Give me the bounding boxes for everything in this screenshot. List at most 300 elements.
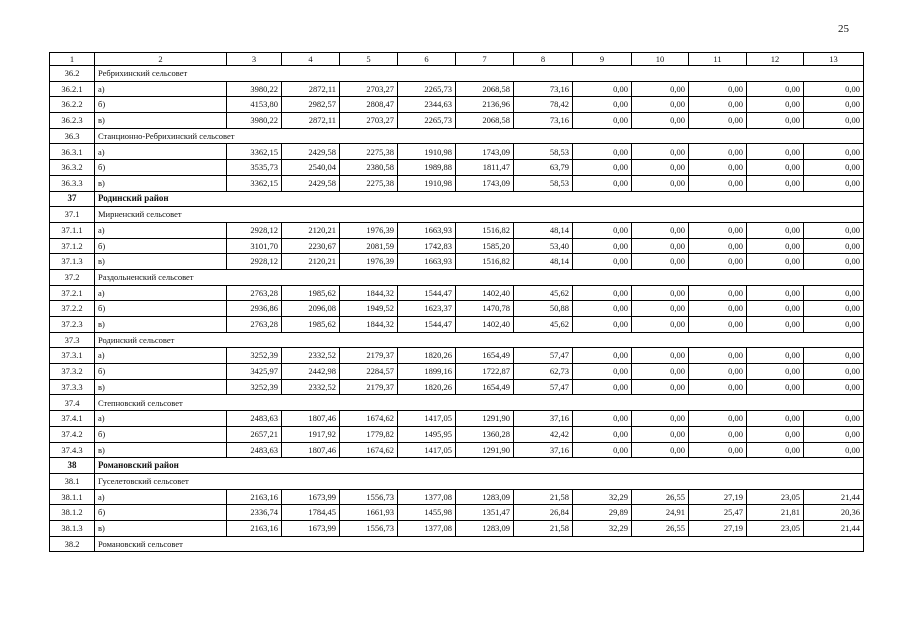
row-code: 37.3 <box>50 332 95 348</box>
value-cell: 2179,37 <box>340 348 398 364</box>
value-cell: 0,00 <box>573 285 632 301</box>
value-cell: 0,00 <box>689 426 747 442</box>
value-cell: 0,00 <box>747 317 804 333</box>
tariff-table <box>49 52 864 552</box>
value-cell: 2429,58 <box>282 175 340 191</box>
value-cell: 1673,99 <box>282 489 340 505</box>
row-code: 36.2.2 <box>50 97 95 113</box>
value-cell: 1807,46 <box>282 411 340 427</box>
row-label: в) <box>95 175 227 191</box>
value-cell: 58,53 <box>514 175 573 191</box>
value-cell: 0,00 <box>747 97 804 113</box>
value-cell: 0,00 <box>632 442 689 458</box>
value-cell: 0,00 <box>573 442 632 458</box>
value-cell: 0,00 <box>804 348 864 364</box>
value-cell: 0,00 <box>689 160 747 176</box>
value-cell: 1623,37 <box>398 301 456 317</box>
value-cell: 1985,62 <box>282 285 340 301</box>
value-cell: 1402,40 <box>456 317 514 333</box>
value-cell: 0,00 <box>573 175 632 191</box>
row-label: в) <box>95 379 227 395</box>
row-code: 36.3.2 <box>50 160 95 176</box>
value-cell: 1663,93 <box>398 254 456 270</box>
value-cell: 1779,82 <box>340 426 398 442</box>
value-cell: 2336,74 <box>227 505 282 521</box>
value-cell: 26,84 <box>514 505 573 521</box>
value-cell: 0,00 <box>689 379 747 395</box>
value-cell: 2703,27 <box>340 81 398 97</box>
value-cell: 2380,58 <box>340 160 398 176</box>
value-cell: 2429,58 <box>282 144 340 160</box>
value-cell: 0,00 <box>689 144 747 160</box>
value-cell: 21,58 <box>514 489 573 505</box>
value-cell: 0,00 <box>632 254 689 270</box>
value-cell: 2332,52 <box>282 379 340 395</box>
value-cell: 1417,05 <box>398 442 456 458</box>
value-cell: 3980,22 <box>227 113 282 129</box>
column-header: 11 <box>689 53 747 66</box>
value-cell: 3425,97 <box>227 364 282 380</box>
value-cell: 1377,08 <box>398 520 456 536</box>
value-cell: 32,29 <box>573 489 632 505</box>
value-cell: 3535,73 <box>227 160 282 176</box>
row-label: б) <box>95 97 227 113</box>
row-code: 36.2.3 <box>50 113 95 129</box>
row-code: 38 <box>50 458 95 474</box>
value-cell: 2284,57 <box>340 364 398 380</box>
value-cell: 1291,90 <box>456 442 514 458</box>
value-cell: 0,00 <box>804 238 864 254</box>
value-cell: 0,00 <box>747 426 804 442</box>
value-cell: 0,00 <box>747 348 804 364</box>
value-cell: 0,00 <box>689 222 747 238</box>
value-cell: 25,47 <box>689 505 747 521</box>
value-cell: 2332,52 <box>282 348 340 364</box>
value-cell: 1351,47 <box>456 505 514 521</box>
value-cell: 0,00 <box>804 81 864 97</box>
value-cell: 0,00 <box>804 379 864 395</box>
column-header: 7 <box>456 53 514 66</box>
value-cell: 3101,70 <box>227 238 282 254</box>
value-cell: 0,00 <box>632 144 689 160</box>
value-cell: 0,00 <box>573 364 632 380</box>
value-cell: 0,00 <box>804 301 864 317</box>
value-cell: 2136,96 <box>456 97 514 113</box>
value-cell: 0,00 <box>632 175 689 191</box>
value-cell: 0,00 <box>632 379 689 395</box>
column-header: 8 <box>514 53 573 66</box>
row-code: 37.1.1 <box>50 222 95 238</box>
row-code: 36.2 <box>50 66 95 82</box>
row-code: 38.2 <box>50 536 95 552</box>
value-cell: 29,89 <box>573 505 632 521</box>
value-cell: 0,00 <box>573 301 632 317</box>
value-cell: 78,42 <box>514 97 573 113</box>
value-cell: 0,00 <box>804 113 864 129</box>
value-cell: 1455,98 <box>398 505 456 521</box>
row-code: 37.4.1 <box>50 411 95 427</box>
value-cell: 0,00 <box>573 238 632 254</box>
row-label: а) <box>95 489 227 505</box>
value-cell: 0,00 <box>689 348 747 364</box>
row-code: 37.3.1 <box>50 348 95 364</box>
value-cell: 1820,26 <box>398 348 456 364</box>
value-cell: 2982,57 <box>282 97 340 113</box>
value-cell: 0,00 <box>632 97 689 113</box>
value-cell: 20,36 <box>804 505 864 521</box>
value-cell: 1917,92 <box>282 426 340 442</box>
value-cell: 37,16 <box>514 442 573 458</box>
value-cell: 1661,93 <box>340 505 398 521</box>
value-cell: 1283,09 <box>456 520 514 536</box>
value-cell: 57,47 <box>514 379 573 395</box>
value-cell: 1360,28 <box>456 426 514 442</box>
row-label: а) <box>95 144 227 160</box>
value-cell: 2120,21 <box>282 222 340 238</box>
row-label: а) <box>95 411 227 427</box>
value-cell: 0,00 <box>747 222 804 238</box>
value-cell: 0,00 <box>804 442 864 458</box>
value-cell: 1291,90 <box>456 411 514 427</box>
row-code: 38.1.1 <box>50 489 95 505</box>
value-cell: 0,00 <box>573 160 632 176</box>
value-cell: 0,00 <box>747 175 804 191</box>
value-cell: 1544,47 <box>398 317 456 333</box>
row-code: 38.1.3 <box>50 520 95 536</box>
value-cell: 0,00 <box>632 113 689 129</box>
value-cell: 0,00 <box>804 144 864 160</box>
value-cell: 21,44 <box>804 489 864 505</box>
row-code: 37.2.3 <box>50 317 95 333</box>
table-row <box>50 238 864 254</box>
row-code: 37 <box>50 191 95 207</box>
value-cell: 0,00 <box>747 113 804 129</box>
row-code: 36.3 <box>50 128 95 144</box>
section-name: Степновский сельсовет <box>95 395 864 411</box>
value-cell: 0,00 <box>804 175 864 191</box>
section-row <box>50 128 864 144</box>
value-cell: 0,00 <box>573 317 632 333</box>
row-label: а) <box>95 285 227 301</box>
row-code: 36.3.3 <box>50 175 95 191</box>
row-label: б) <box>95 301 227 317</box>
row-code: 37.1 <box>50 207 95 223</box>
value-cell: 2483,63 <box>227 442 282 458</box>
value-cell: 1654,49 <box>456 348 514 364</box>
value-cell: 0,00 <box>804 426 864 442</box>
value-cell: 0,00 <box>689 81 747 97</box>
value-cell: 0,00 <box>573 97 632 113</box>
row-label: б) <box>95 238 227 254</box>
value-cell: 1784,45 <box>282 505 340 521</box>
value-cell: 2657,21 <box>227 426 282 442</box>
value-cell: 2483,63 <box>227 411 282 427</box>
table-row <box>50 175 864 191</box>
value-cell: 0,00 <box>804 364 864 380</box>
section-name: Мирненский сельсовет <box>95 207 864 223</box>
section-row <box>50 66 864 82</box>
value-cell: 1674,62 <box>340 442 398 458</box>
value-cell: 0,00 <box>747 160 804 176</box>
value-cell: 1976,39 <box>340 254 398 270</box>
section-name: Раздольненский сельсовет <box>95 269 864 285</box>
value-cell: 2275,38 <box>340 144 398 160</box>
value-cell: 2872,11 <box>282 81 340 97</box>
value-cell: 1976,39 <box>340 222 398 238</box>
row-label: б) <box>95 426 227 442</box>
value-cell: 0,00 <box>804 411 864 427</box>
value-cell: 0,00 <box>747 364 804 380</box>
section-row <box>50 207 864 223</box>
table-row <box>50 411 864 427</box>
section-name: Ребрихинский сельсовет <box>95 66 864 82</box>
value-cell: 2928,12 <box>227 222 282 238</box>
row-label: б) <box>95 364 227 380</box>
row-label: а) <box>95 222 227 238</box>
value-cell: 58,53 <box>514 144 573 160</box>
value-cell: 1516,82 <box>456 254 514 270</box>
table-row <box>50 379 864 395</box>
section-row <box>50 536 864 552</box>
table-row <box>50 144 864 160</box>
row-label: а) <box>95 81 227 97</box>
value-cell: 0,00 <box>689 301 747 317</box>
value-cell: 48,14 <box>514 254 573 270</box>
value-cell: 2120,21 <box>282 254 340 270</box>
value-cell: 1516,82 <box>456 222 514 238</box>
row-code: 38.1.2 <box>50 505 95 521</box>
value-cell: 1654,49 <box>456 379 514 395</box>
value-cell: 0,00 <box>573 222 632 238</box>
value-cell: 21,58 <box>514 520 573 536</box>
value-cell: 0,00 <box>747 81 804 97</box>
section-row <box>50 395 864 411</box>
value-cell: 1283,09 <box>456 489 514 505</box>
value-cell: 1674,62 <box>340 411 398 427</box>
value-cell: 0,00 <box>747 411 804 427</box>
value-cell: 0,00 <box>632 411 689 427</box>
table-row <box>50 160 864 176</box>
value-cell: 1820,26 <box>398 379 456 395</box>
value-cell: 2808,47 <box>340 97 398 113</box>
value-cell: 2230,67 <box>282 238 340 254</box>
value-cell: 0,00 <box>689 442 747 458</box>
value-cell: 1811,47 <box>456 160 514 176</box>
value-cell: 27,19 <box>689 520 747 536</box>
value-cell: 1844,32 <box>340 317 398 333</box>
value-cell: 4153,80 <box>227 97 282 113</box>
value-cell: 3980,22 <box>227 81 282 97</box>
value-cell: 0,00 <box>632 317 689 333</box>
row-label: в) <box>95 520 227 536</box>
page-number: 25 <box>838 23 849 35</box>
value-cell: 1844,32 <box>340 285 398 301</box>
row-label: в) <box>95 113 227 129</box>
value-cell: 50,88 <box>514 301 573 317</box>
table-row <box>50 81 864 97</box>
value-cell: 53,40 <box>514 238 573 254</box>
value-cell: 1377,08 <box>398 489 456 505</box>
row-code: 36.2.1 <box>50 81 95 97</box>
value-cell: 0,00 <box>689 175 747 191</box>
row-label: б) <box>95 160 227 176</box>
row-label: б) <box>95 505 227 521</box>
table-row <box>50 505 864 521</box>
value-cell: 0,00 <box>573 348 632 364</box>
value-cell: 0,00 <box>747 301 804 317</box>
value-cell: 0,00 <box>747 254 804 270</box>
value-cell: 0,00 <box>632 364 689 380</box>
value-cell: 27,19 <box>689 489 747 505</box>
value-cell: 42,42 <box>514 426 573 442</box>
value-cell: 0,00 <box>747 285 804 301</box>
value-cell: 3362,15 <box>227 175 282 191</box>
value-cell: 23,05 <box>747 489 804 505</box>
value-cell: 2442,98 <box>282 364 340 380</box>
value-cell: 1495,95 <box>398 426 456 442</box>
value-cell: 2703,27 <box>340 113 398 129</box>
value-cell: 3362,15 <box>227 144 282 160</box>
value-cell: 0,00 <box>573 411 632 427</box>
region-name: Родинский район <box>95 191 864 207</box>
column-header: 4 <box>282 53 340 66</box>
value-cell: 0,00 <box>573 81 632 97</box>
value-cell: 2872,11 <box>282 113 340 129</box>
table-row <box>50 426 864 442</box>
column-header: 3 <box>227 53 282 66</box>
value-cell: 2540,04 <box>282 160 340 176</box>
value-cell: 2763,28 <box>227 285 282 301</box>
value-cell: 1742,83 <box>398 238 456 254</box>
value-cell: 0,00 <box>573 426 632 442</box>
value-cell: 3252,39 <box>227 379 282 395</box>
row-code: 37.4.3 <box>50 442 95 458</box>
value-cell: 0,00 <box>632 160 689 176</box>
row-label: в) <box>95 442 227 458</box>
column-header: 10 <box>632 53 689 66</box>
value-cell: 0,00 <box>689 254 747 270</box>
table-row <box>50 520 864 536</box>
value-cell: 0,00 <box>747 379 804 395</box>
value-cell: 21,81 <box>747 505 804 521</box>
value-cell: 0,00 <box>632 285 689 301</box>
value-cell: 0,00 <box>632 222 689 238</box>
table-row <box>50 222 864 238</box>
value-cell: 63,79 <box>514 160 573 176</box>
value-cell: 48,14 <box>514 222 573 238</box>
region-row <box>50 191 864 207</box>
value-cell: 45,62 <box>514 285 573 301</box>
value-cell: 1807,46 <box>282 442 340 458</box>
value-cell: 1402,40 <box>456 285 514 301</box>
value-cell: 0,00 <box>632 348 689 364</box>
value-cell: 1417,05 <box>398 411 456 427</box>
value-cell: 0,00 <box>804 160 864 176</box>
row-label: а) <box>95 348 227 364</box>
row-code: 37.3.3 <box>50 379 95 395</box>
table-row <box>50 113 864 129</box>
value-cell: 0,00 <box>689 113 747 129</box>
value-cell: 1556,73 <box>340 520 398 536</box>
value-cell: 0,00 <box>632 238 689 254</box>
value-cell: 0,00 <box>747 238 804 254</box>
value-cell: 26,55 <box>632 489 689 505</box>
column-header: 5 <box>340 53 398 66</box>
value-cell: 0,00 <box>573 113 632 129</box>
value-cell: 0,00 <box>689 238 747 254</box>
region-name: Романовский район <box>95 458 864 474</box>
value-cell: 1544,47 <box>398 285 456 301</box>
value-cell: 26,55 <box>632 520 689 536</box>
section-name: Станционно-Ребрихинский сельсовет <box>95 128 864 144</box>
value-cell: 1949,52 <box>340 301 398 317</box>
row-code: 36.3.1 <box>50 144 95 160</box>
value-cell: 2928,12 <box>227 254 282 270</box>
row-code: 37.4.2 <box>50 426 95 442</box>
value-cell: 1910,98 <box>398 175 456 191</box>
value-cell: 1556,73 <box>340 489 398 505</box>
value-cell: 1985,62 <box>282 317 340 333</box>
value-cell: 2179,37 <box>340 379 398 395</box>
value-cell: 21,44 <box>804 520 864 536</box>
value-cell: 1899,16 <box>398 364 456 380</box>
value-cell: 1989,88 <box>398 160 456 176</box>
section-row <box>50 332 864 348</box>
value-cell: 0,00 <box>689 285 747 301</box>
value-cell: 24,91 <box>632 505 689 521</box>
value-cell: 23,05 <box>747 520 804 536</box>
value-cell: 2096,08 <box>282 301 340 317</box>
table-row <box>50 348 864 364</box>
value-cell: 0,00 <box>689 97 747 113</box>
value-cell: 1722,87 <box>456 364 514 380</box>
section-row <box>50 473 864 489</box>
row-code: 37.1.2 <box>50 238 95 254</box>
row-code: 37.2.1 <box>50 285 95 301</box>
value-cell: 2163,16 <box>227 520 282 536</box>
value-cell: 0,00 <box>804 285 864 301</box>
value-cell: 57,47 <box>514 348 573 364</box>
column-header: 13 <box>804 53 864 66</box>
value-cell: 0,00 <box>573 379 632 395</box>
value-cell: 2936,86 <box>227 301 282 317</box>
section-name: Романовский сельсовет <box>95 536 864 552</box>
row-code: 37.2 <box>50 269 95 285</box>
table-row <box>50 489 864 505</box>
value-cell: 2081,59 <box>340 238 398 254</box>
table-row <box>50 285 864 301</box>
value-cell: 0,00 <box>804 97 864 113</box>
table-row <box>50 442 864 458</box>
value-cell: 1470,78 <box>456 301 514 317</box>
section-name: Гуселетовский сельсовет <box>95 473 864 489</box>
value-cell: 32,29 <box>573 520 632 536</box>
value-cell: 1743,09 <box>456 175 514 191</box>
value-cell: 0,00 <box>689 364 747 380</box>
value-cell: 1585,20 <box>456 238 514 254</box>
table-header-row <box>50 53 864 66</box>
column-header: 9 <box>573 53 632 66</box>
value-cell: 0,00 <box>573 144 632 160</box>
value-cell: 0,00 <box>689 317 747 333</box>
value-cell: 0,00 <box>632 301 689 317</box>
value-cell: 2275,38 <box>340 175 398 191</box>
column-header: 2 <box>95 53 227 66</box>
value-cell: 0,00 <box>804 254 864 270</box>
row-code: 37.4 <box>50 395 95 411</box>
value-cell: 2265,73 <box>398 113 456 129</box>
table-row <box>50 317 864 333</box>
